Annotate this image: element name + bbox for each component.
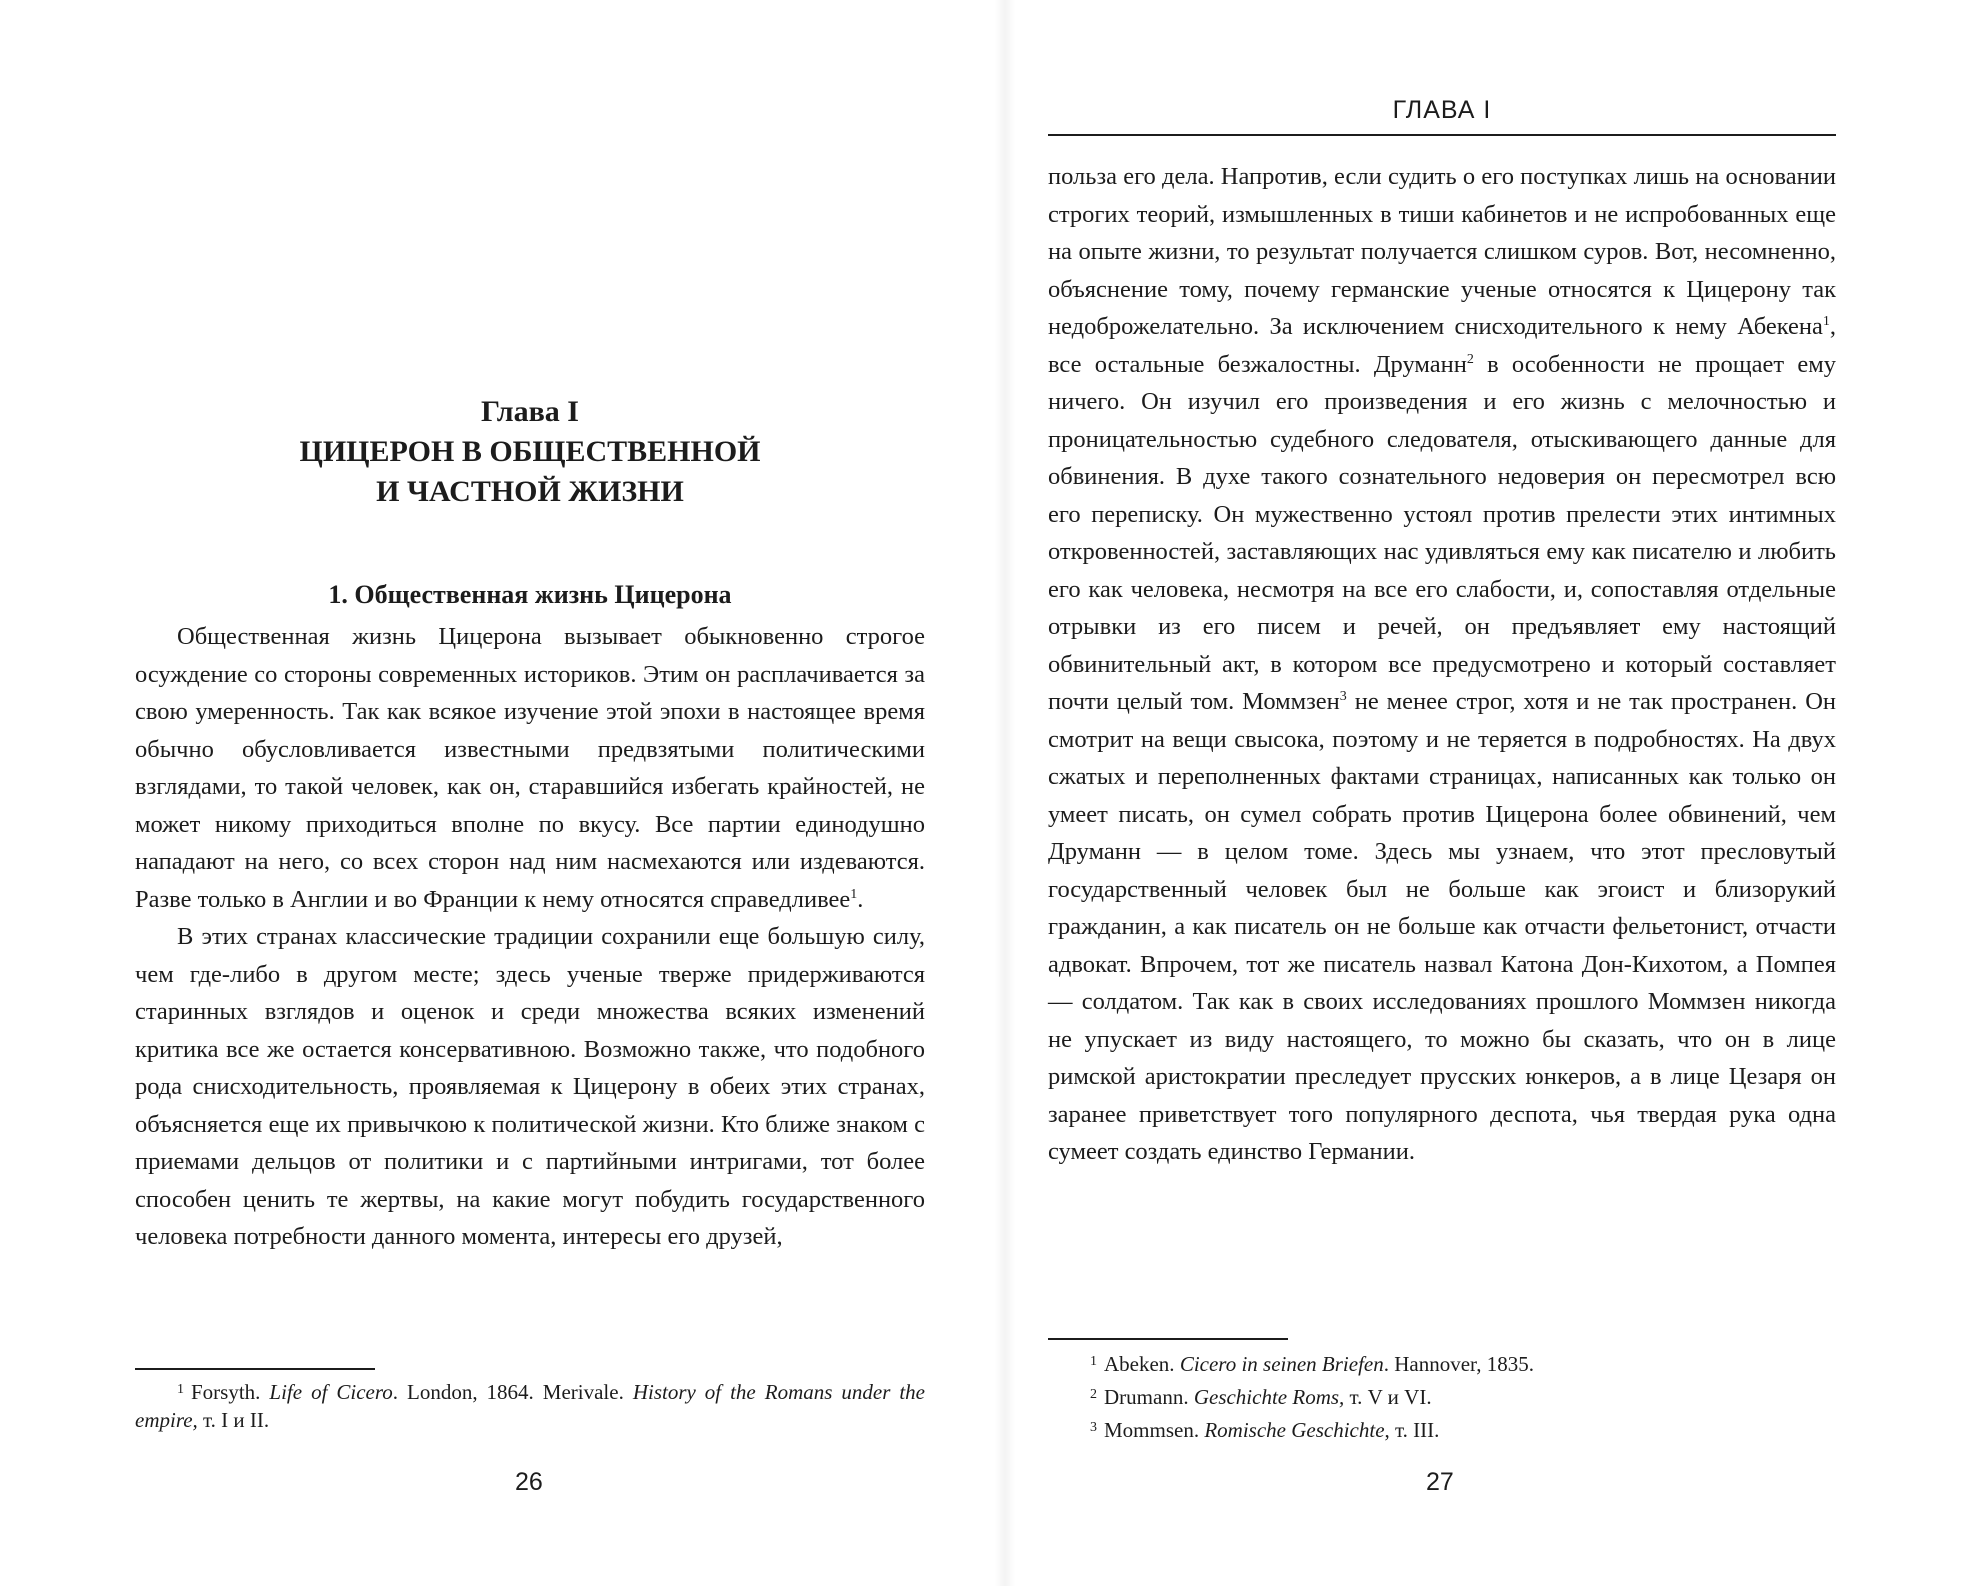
footnote-author: Mommsen. (1104, 1418, 1205, 1442)
footnote-1 (135, 1376, 925, 1434)
footnote-ref[interactable]: 1 (1822, 314, 1830, 329)
footnote-title: Cicero in seinen Briefen (1179, 1352, 1384, 1376)
paragraph-text: , все остальные безжалостны. Друманн (1048, 313, 1836, 378)
footnote-rule (1048, 1338, 1288, 1340)
footnote-rule (135, 1368, 375, 1370)
footnote-text: . London, 1864. Merivale. (392, 1380, 633, 1404)
left-body-text (135, 618, 925, 1256)
footnote-author: Abeken. (1104, 1352, 1180, 1376)
footnote-text: Forsyth. (191, 1380, 270, 1404)
paragraph-text: польза его дела. Напротив, если судить о его поступках лишь на основании строгих теорий, измышленных в тиши кабинетов и не испробованных еще на опыте жизни, то результат получается слишком суров. Вот, несомненно, объяснение тому, почему германские ученые относятся к Цицерону так недоброжелательно. За исключением снисходительного к нему Абекена (1048, 163, 1836, 340)
paragraph-end: . (857, 885, 864, 913)
footnote-2 (1048, 1381, 1836, 1411)
footnote-title: Romische Geschichte (1204, 1418, 1385, 1442)
footnote-mark: 2 (1090, 1387, 1097, 1402)
footnote-1 (1048, 1348, 1836, 1378)
footnote-mark: 1 (177, 1382, 184, 1397)
page-number-left: 26 (515, 1468, 543, 1496)
book-gutter (995, 0, 1015, 1586)
chapter-title (135, 392, 925, 512)
footnote-ref[interactable]: 2 (1466, 351, 1474, 367)
footnote-text: . Hannover, 1835. (1383, 1352, 1534, 1376)
footnote-mark: 1 (1090, 1354, 1097, 1369)
footnote-ref[interactable]: 1 (850, 886, 858, 902)
running-head: ГЛАВА I (1392, 96, 1492, 124)
footnote-mark: 3 (1090, 1420, 1097, 1435)
running-head-rule (1048, 134, 1836, 136)
footnote-title: History of the Romans under the empire, (135, 1380, 926, 1432)
right-body-text (1048, 158, 1836, 1171)
footnote-title: Life of Cicero (269, 1380, 393, 1404)
paragraph-text: не менее строг, хотя и не так пространен. Он смотрит на вещи свысока, поэтому и не теряется в подробностях. На двух сжатых и переполненных фактами страницах, написанных как только он умеет писать, он сумел собрать против Цицерона более обвинений, чем Друманн — в целом томе. Здесь мы узнаем, что этот пресловутый государственный человек был не больше как эгоист и близорукий гражданин, а как писатель он не больше как отчасти фельетонист, отчасти адвокат. Впрочем, тот же писатель назвал Катона Дон-Кихотом, а Помпея — солдатом. Так как в своих исследованиях прошлого Моммзен никогда не упускает из виду настоящего, то можно бы сказать, что он в лице римской аристократии преследует прусских юнкеров, а в лице Цезаря он заранее приветствует того популярного деспота, чья твердая рука одна сумеет создать единство Германии. (1048, 688, 1836, 1165)
footnote-text: , т. III. (1384, 1418, 1440, 1442)
chapter-title-line-2: И ЧАСТНОЙ ЖИЗНИ (376, 475, 684, 508)
page-number-right: 27 (1426, 1468, 1454, 1496)
footnote-text: т. I и II. (197, 1408, 270, 1432)
section-heading: 1. Общественная жизнь Цицерона (328, 580, 732, 609)
chapter-title-line-1: ЦИЦЕРОН В ОБЩЕСТВЕННОЙ (299, 435, 761, 468)
footnote-text: т. V и VI. (1344, 1385, 1432, 1409)
paragraph-text: в особенности не прощает ему ничего. Он изучил его произведения и его жизнь с мелочностью и проницательностью судебного следователя, отыскивающего данные для обвинения. В духе такого сознательного недоверия он пересмотрел всю его переписку. Он мужественно устоял против прелести этих интимных откровенностей, заставляющих нас удивляться ему как писателю и любить его как человека, несмотря на все его слабости, и, сопоставляя отдельные отрывки из его писем и речей, он предъявляет ему настоящий обвинительный акт, в котором все предусмотрено и который составляет почти целый том. Моммзен (1048, 350, 1836, 715)
footnote-author: Drumann. (1104, 1385, 1194, 1409)
paragraph-text: Общественная жизнь Цицерона вызывает обыкновенно строгое осуждение со стороны современных историков. Этим он расплачивается за свою умеренность. Так как всякое изучение этой эпохи в настоящее время обычно обусловливается известными предвзятыми политическими взглядами, то такой человек, как он, старавшийся избегать крайностей, не может никому приходиться вполне по вкусу. Все партии единодушно нападают на него, со всех сторон над ним насмехаются или издеваются. Разве только в Англии и во Франции к нему относятся справедливее (135, 623, 925, 913)
footnote-ref[interactable]: 3 (1339, 689, 1347, 704)
chapter-label: Глава I (481, 395, 579, 428)
paragraph (1048, 158, 1836, 1171)
paragraph: В этих странах классические традиции сохранили еще большую силу, чем где-либо в другом месте; здесь ученые тверже придерживаются старинных взглядов и оценок и среди множества всяких изменений критика все же остается консервативною. Возможно также, что подобного рода снисходительность, проявляемая к Цицерону в обеих этих странах, объясняется еще их привычкою к политической жизни. Кто ближе знаком с приемами дельцов от политики и с партийными интригами, тот более способен ценить те жертвы, на какие могут побудить государственного человека потребности данного момента, интересы его друзей, (135, 923, 925, 1250)
right-footnotes (1048, 1348, 1836, 1447)
paragraph (135, 618, 925, 918)
footnote-3 (1048, 1414, 1836, 1444)
footnote-title: Geschichte Roms, (1193, 1385, 1345, 1409)
left-footnotes (135, 1376, 925, 1437)
